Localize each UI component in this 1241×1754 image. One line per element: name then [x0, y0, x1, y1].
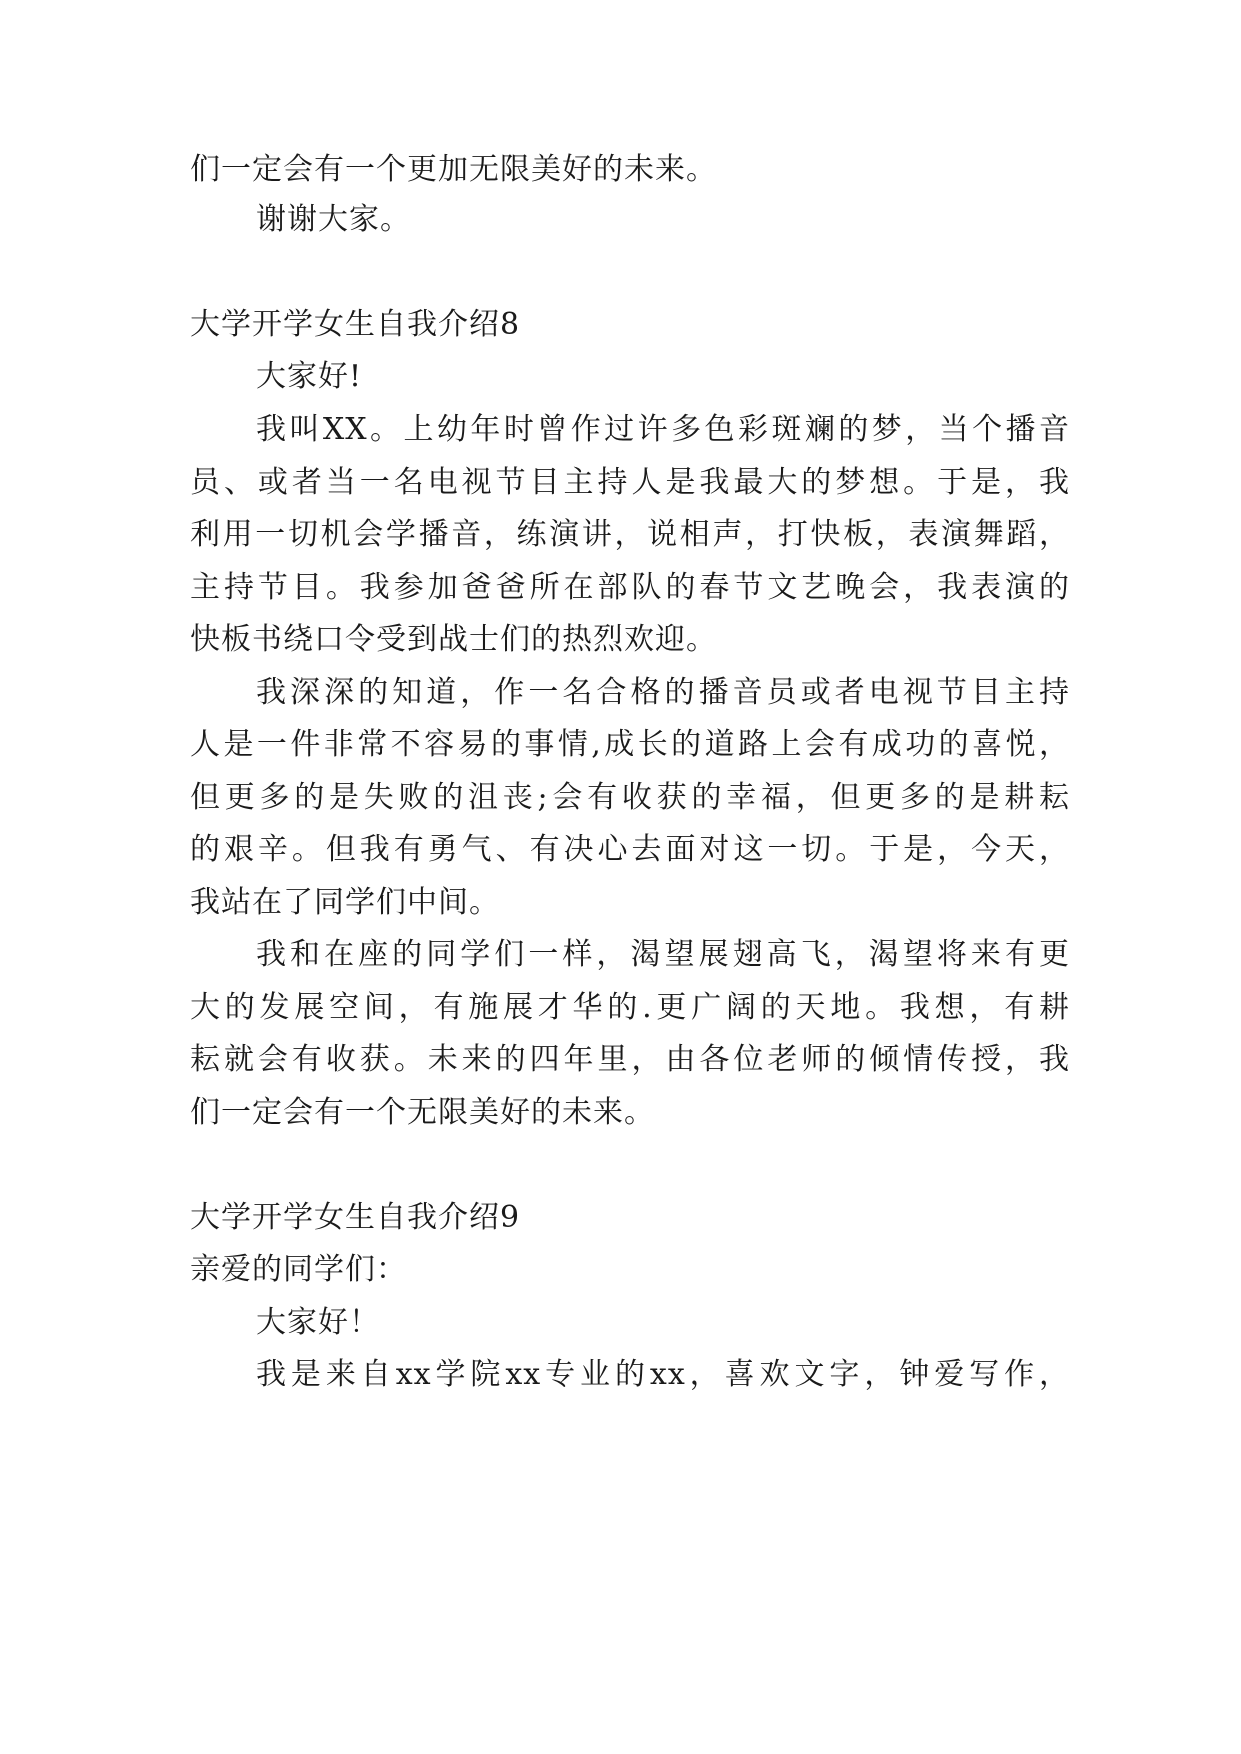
paragraph-line: 耘就会有收获。未来的四年里，由各位老师的倾情传授，我	[190, 1042, 1070, 1077]
paragraph-line: 们一定会有一个更加无限美好的未来。	[190, 152, 717, 187]
paragraph-line: 我深深的知道，作一名合格的播音员或者电视节目主持	[256, 675, 1070, 710]
greeting-line: 大家好！	[256, 1305, 380, 1340]
paragraph-line: 主持节目。我参加爸爸所在部队的春节文艺晚会，我表演的	[190, 570, 1070, 605]
greeting-line: 大家好!	[256, 359, 363, 394]
closing-line: 谢谢大家。	[256, 202, 411, 237]
paragraph-line: 但更多的是失败的沮丧;会有收获的幸福，但更多的是耕耘	[190, 780, 1070, 815]
paragraph-line: 我是来自xx学院xx专业的xx，喜欢文字，钟爱写作，	[256, 1357, 1070, 1392]
section-heading: 大学开学女生自我介绍9	[190, 1200, 521, 1235]
paragraph-line: 我叫XX。上幼年时曾作过许多色彩斑斓的梦，当个播音	[256, 412, 1070, 447]
paragraph-line: 利用一切机会学播音，练演讲，说相声，打快板，表演舞蹈，	[190, 517, 1070, 552]
paragraph-line: 员、或者当一名电视节目主持人是我最大的梦想。于是，我	[190, 465, 1070, 500]
section-heading: 大学开学女生自我介绍8	[190, 307, 521, 342]
paragraph-line: 人是一件非常不容易的事情,成长的道路上会有成功的喜悦，	[190, 727, 1070, 762]
paragraph-line: 的艰辛。但我有勇气、有决心去面对这一切。于是，今天，	[190, 832, 1070, 867]
paragraph-line: 们一定会有一个无限美好的未来。	[190, 1095, 655, 1130]
paragraph-line: 我和在座的同学们一样，渴望展翅高飞，渴望将来有更	[256, 937, 1070, 972]
paragraph-line: 我站在了同学们中间。	[190, 885, 500, 920]
paragraph-line: 快板书绕口令受到战士们的热烈欢迎。	[190, 622, 717, 657]
salutation-line: 亲爱的同学们：	[190, 1252, 407, 1287]
paragraph-line: 大的发展空间，有施展才华的.更广阔的天地。我想，有耕	[190, 990, 1070, 1025]
